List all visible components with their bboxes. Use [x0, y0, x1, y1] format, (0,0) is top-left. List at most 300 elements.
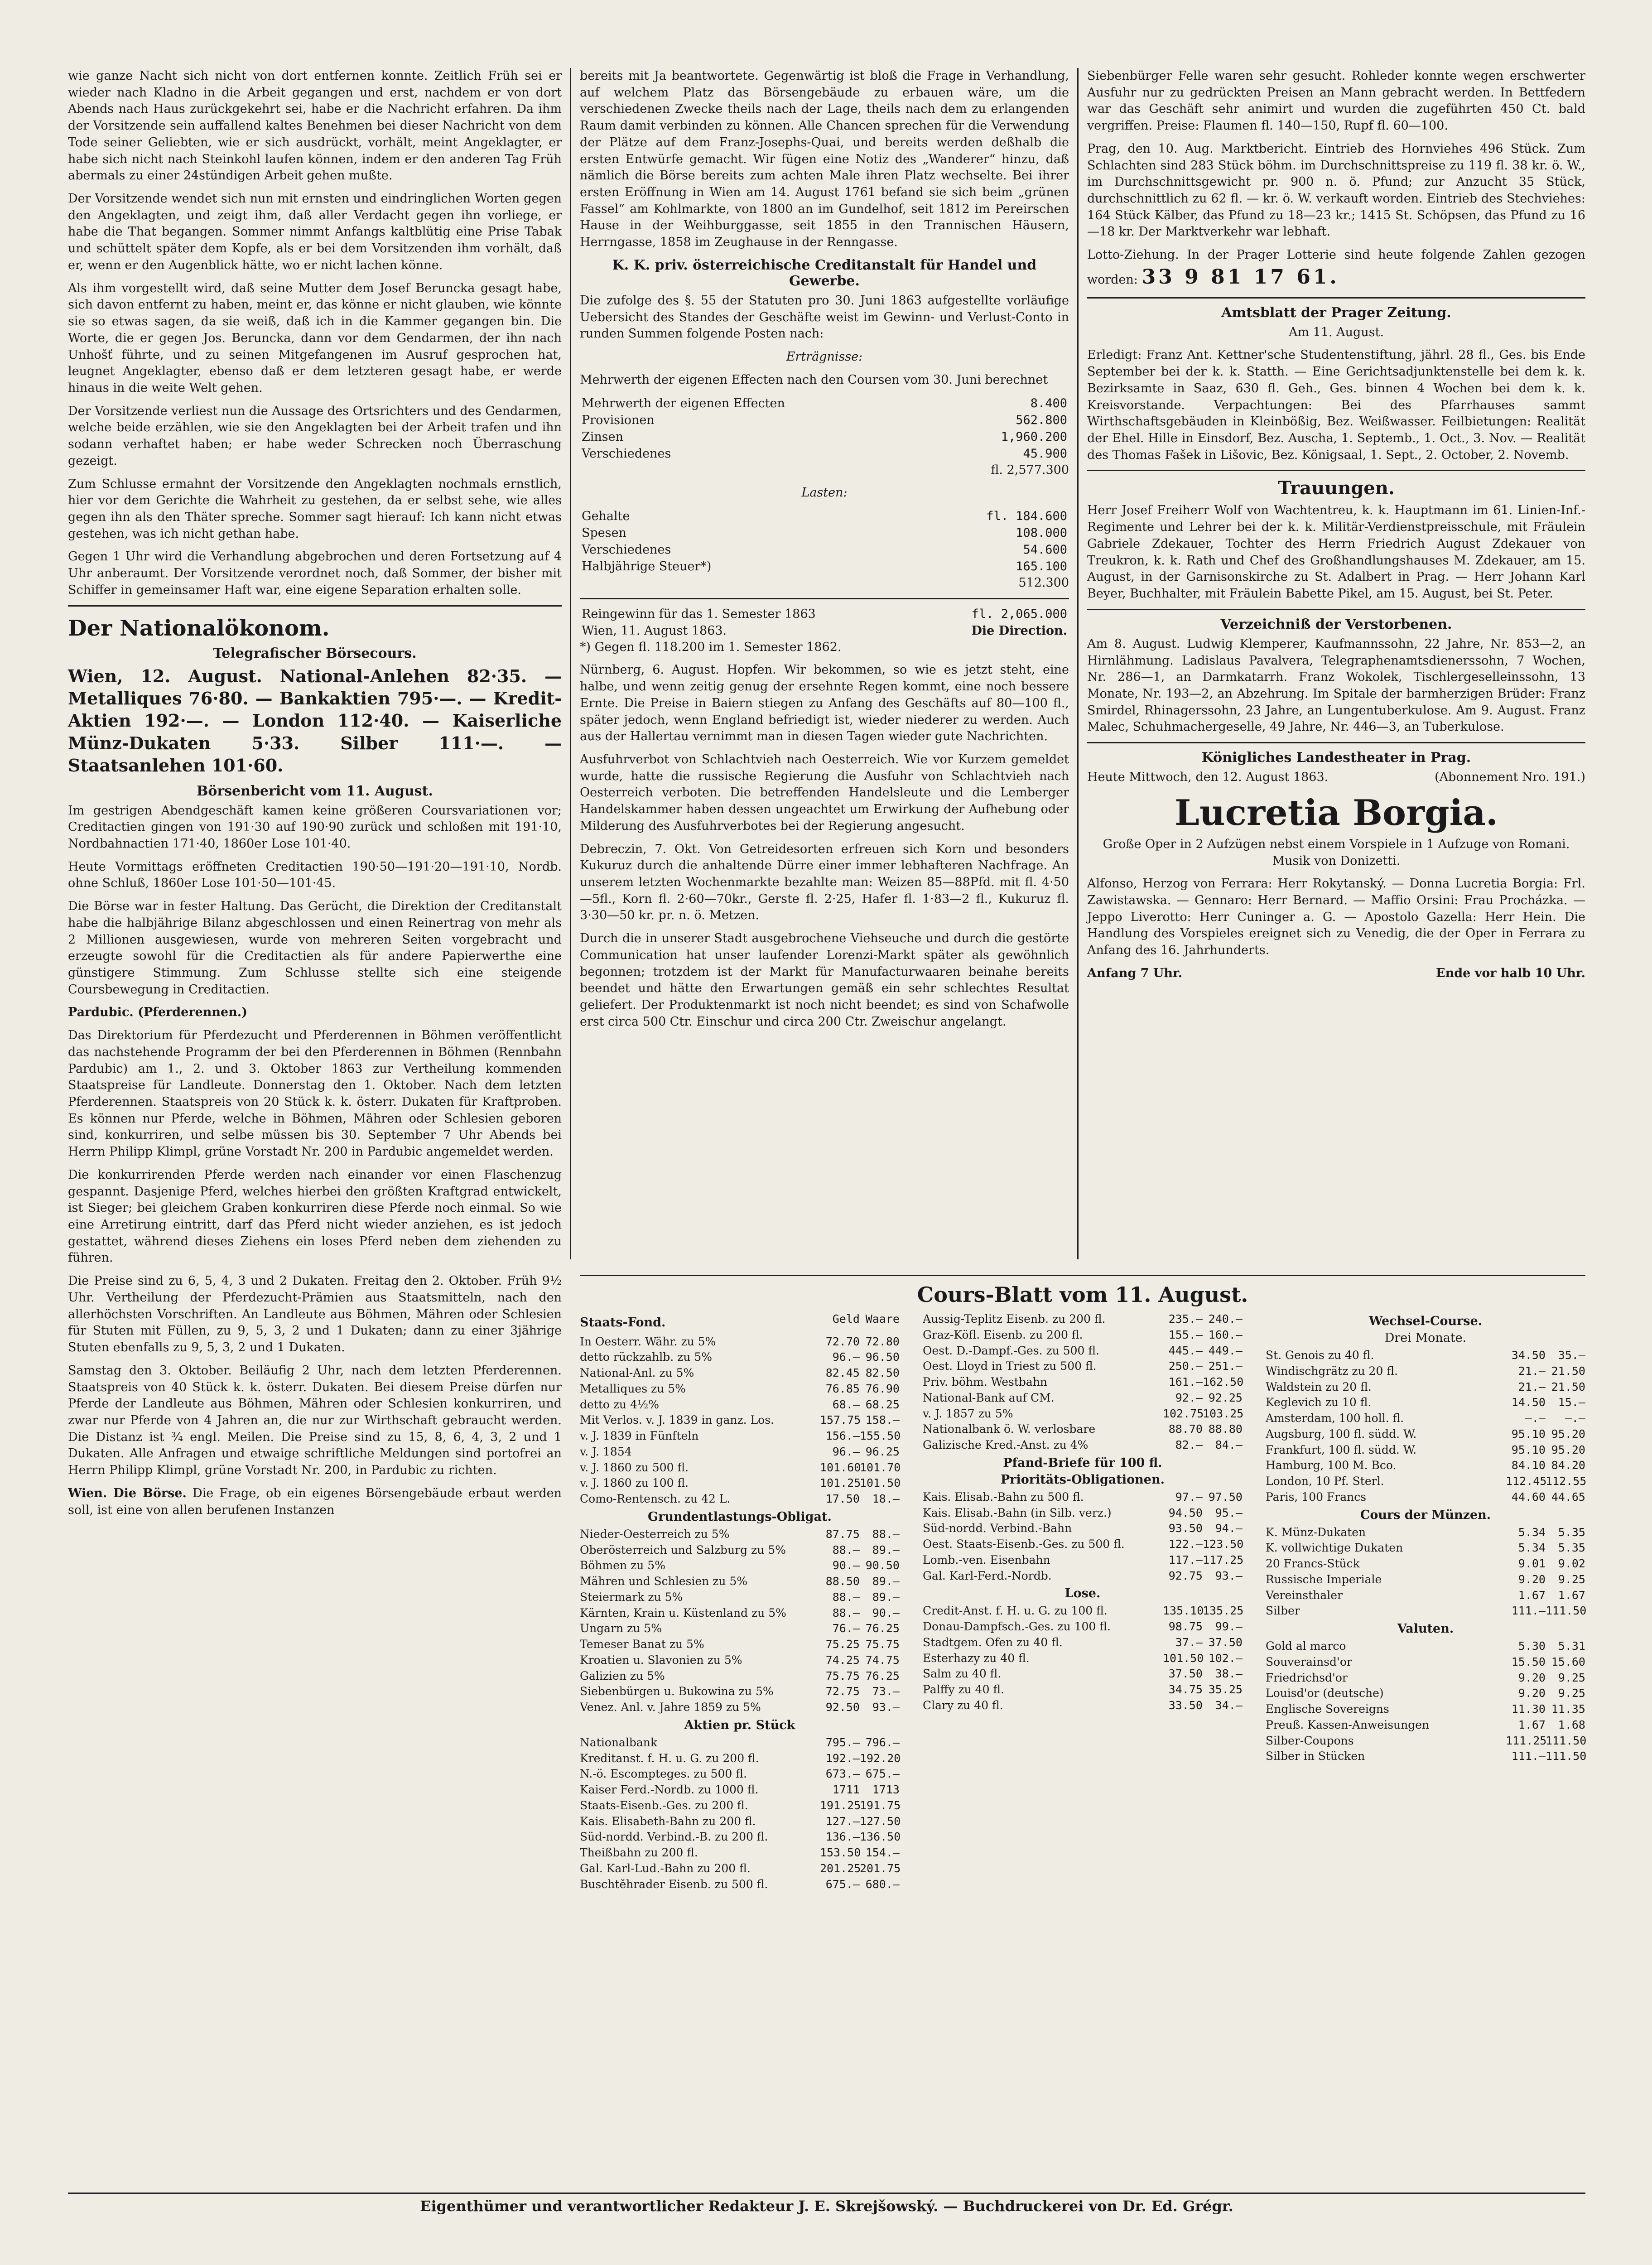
quote-geld: 201.25 — [819, 1861, 861, 1875]
quote-geld: 37.50 — [1168, 1667, 1203, 1681]
quote-waare: 18.— — [872, 1492, 900, 1506]
quote-name: Galizische Kred.-Anst. zu 4% — [923, 1438, 1088, 1451]
cours-blatt — [580, 1268, 1585, 2149]
quote-row — [580, 1653, 900, 1668]
quote-waare: 5.35 — [1558, 1525, 1585, 1539]
section-heading-economy: Der Nationalökonom. — [68, 615, 330, 641]
quote-geld: 112.45 — [1505, 1475, 1547, 1488]
quote-geld: 95.10 — [1511, 1443, 1546, 1456]
newspaper-page — [68, 68, 1587, 2215]
quote-name: Theißbahn zu 200 fl. — [580, 1846, 698, 1860]
quote-row — [580, 1444, 900, 1460]
divider — [580, 1275, 1585, 1276]
cours-subheading: Drei Monate. — [1384, 1331, 1467, 1345]
quote-waare: 38.— — [1215, 1667, 1243, 1681]
quote-name: Priv. böhm. Westbahn — [923, 1375, 1048, 1388]
ledger-label: Gehalte — [582, 509, 630, 523]
quote-geld: 5.34 — [1518, 1541, 1546, 1555]
quote-name: Silber in Stücken — [1266, 1749, 1365, 1763]
quote-row — [580, 1829, 900, 1845]
quote-geld: 94.50 — [1168, 1506, 1203, 1519]
quote-waare: 35.25 — [1208, 1683, 1243, 1696]
quote-waare: 93.— — [872, 1701, 900, 1714]
quote-waare: 92.25 — [1208, 1391, 1243, 1404]
quote-waare: 9.25 — [1558, 1572, 1585, 1586]
quote-waare: 76.25 — [865, 1622, 900, 1635]
quote-name: Oest. Staats-Eisenb.-Ges. zu 500 fl. — [923, 1537, 1125, 1551]
quote-geld: 34.75 — [1168, 1683, 1203, 1696]
quote-geld: 87.75 — [825, 1527, 860, 1541]
debreczin-report-2: Durch die in unserer Stadt ausgebrochene Viehseuche und durch die gestörte Communication hat unser laufender Lorenzi-Markt später als gewöhnlich begonnen; trotzdem ist der Markt für Manufacturwaaren beinahe bereits beendet und hätte den Erwartungen gemäß ein sehr schlechtes Resultat geliefert. Der Produktenmarkt ist noch nicht beendet; es sind von Schafwolle erst circa 500 Ctr. Einschur und circa 200 Ctr. Zweischur angelangt. — [580, 931, 1069, 1029]
quote-waare: 192.20 — [859, 1751, 901, 1765]
cours-subheading: Wechsel-Course. — [1368, 1314, 1483, 1328]
quote-row — [1266, 1525, 1585, 1541]
quote-geld: 88.— — [832, 1590, 860, 1604]
cours-subheading: Valuten. — [1397, 1622, 1454, 1636]
pardubic-report — [68, 1027, 562, 1479]
quote-waare: 90.50 — [865, 1559, 900, 1572]
quote-row — [580, 1460, 900, 1476]
quote-waare: 101.50 — [859, 1476, 901, 1490]
quote-row — [923, 1521, 1243, 1537]
quote-waare: 675.— — [865, 1767, 900, 1781]
court-paragraph: Als ihm vorgestellt wird, daß seine Mutter dem Josef Beruncka gesagt habe, sich davon entfernt zu haben, meint er, das könne er nicht glauben, wie könnte sie so etwas sagen, da sie weiß, daß ich in die Kammer gegangen bin. Die Worte, die er gegen Jos. Beruncka, dann vor dem Gendarmen, der ihn nach Unhošť führte, und zu seinen Mitgefangenen im Ausruf gesprochen hat, leugnet Angeklagter, ebenso daß er dem letzteren gesagt habe, er werde hinaus in die weite Welt gehen. — [68, 281, 562, 395]
quote-row — [923, 1568, 1243, 1584]
income-table — [580, 395, 1069, 462]
quote-waare: 76.90 — [865, 1382, 900, 1395]
quote-geld: 122.— — [1168, 1537, 1203, 1551]
ledger-label: Spesen — [582, 525, 626, 540]
ledger-value: 54.600 — [1023, 542, 1067, 557]
quote-name: In Oesterr. Währ. zu 5% — [580, 1335, 716, 1348]
quote-geld: 9.20 — [1518, 1572, 1546, 1586]
quote-row — [580, 1381, 900, 1397]
ertraegnisse-label: Erträgnisse: — [786, 350, 863, 364]
quote-geld: 72.70 — [825, 1335, 860, 1348]
quote-waare: 73.— — [872, 1685, 900, 1698]
quote-geld: 155.— — [1168, 1328, 1203, 1341]
quote-waare: 15.60 — [1551, 1655, 1585, 1668]
quote-name: Kärnten, Krain u. Küstenland zu 5% — [580, 1606, 786, 1619]
quote-waare: 1.68 — [1558, 1718, 1585, 1731]
quote-geld: 90.— — [832, 1559, 860, 1572]
quote-geld: 9.01 — [1518, 1557, 1546, 1570]
quote-name: v. J. 1857 zu 5% — [923, 1407, 1013, 1420]
theater-times: Anfang 7 Uhr. Ende vor halb 10 Uhr. — [1087, 966, 1585, 980]
quote-row — [580, 1861, 900, 1877]
quote-waare: 97.50 — [1208, 1490, 1243, 1504]
quote-name: National-Bank auf CM. — [923, 1391, 1055, 1404]
quote-name: Russische Imperiale — [1266, 1572, 1382, 1586]
pardubic-heading: Pardubic. (Pferderennen.) — [68, 1005, 247, 1020]
quote-waare: 90.— — [872, 1606, 900, 1619]
quote-geld: 88.— — [832, 1606, 860, 1619]
quote-name: N.-ö. Escompteges. zu 500 fl. — [580, 1767, 747, 1781]
quote-waare: 95.20 — [1551, 1427, 1585, 1441]
quote-name: Graz-Köfl. Eisenb. zu 200 fl. — [923, 1328, 1083, 1341]
quote-name: Preuß. Kassen-Anweisungen — [1266, 1718, 1430, 1731]
quote-waare: 9.02 — [1558, 1557, 1585, 1570]
imprint-footer: Eigenthümer und verantwortlicher Redakteur J. E. Skrejšowský. — Buchdruckerei von Dr. Ed. Grégr. — [68, 2193, 1585, 2215]
cours-title: Cours-Blatt vom 11. August. — [917, 1282, 1248, 1307]
quote-name: Steiermark zu 5% — [580, 1590, 683, 1604]
quote-name: Kaiser Ferd.-Nordb. zu 1000 fl. — [580, 1783, 759, 1797]
quote-geld: 235.— — [1168, 1312, 1203, 1325]
ledger-label: Halbjährige Steuer*) — [582, 559, 712, 573]
divider — [1087, 297, 1585, 299]
quote-row — [1266, 1670, 1585, 1686]
verstorbene-heading: Verzeichniß der Verstorbenen. — [1220, 616, 1452, 632]
quote-waare: 84.— — [1215, 1438, 1243, 1451]
lotto-numbers: 33 9 81 17 61. — [1141, 265, 1339, 289]
quote-waare: 158.— — [865, 1413, 900, 1427]
quote-waare: 72.80 — [865, 1335, 900, 1348]
court-paragraph: Der Vorsitzende verliest nun die Aussage des Ortsrichters und des Gendarmen, welche beide erzählen, wie sie den Angeklagten bei der Arbeit trafen und ihn sodann verhaftet haben; er habe weder Schrecken noch Überraschung gezeigt. — [68, 404, 562, 468]
quote-geld: —.— — [1525, 1412, 1546, 1425]
quote-geld: 95.10 — [1511, 1427, 1546, 1441]
quote-geld: 75.75 — [825, 1669, 860, 1682]
quote-row — [580, 1700, 900, 1716]
quote-name: Nationalbank ö. W. verlosbare — [923, 1422, 1096, 1436]
quote-row — [580, 1798, 900, 1814]
cours-subheading: Prioritäts-Obligationen. — [1001, 1472, 1165, 1487]
quote-geld: 76.— — [832, 1622, 860, 1635]
signature-date: Wien, 11. August 1863. — [582, 623, 727, 638]
quote-row — [580, 1877, 900, 1893]
mehrwerth-label: Mehrwerth der eigenen Effecten nach den Coursen vom 30. Juni berechnet — [580, 372, 1048, 387]
cours-column-a — [580, 1311, 900, 1892]
quote-waare: 82.50 — [865, 1366, 900, 1380]
quote-name: Vereinsthaler — [1266, 1588, 1343, 1602]
quote-geld: 9.20 — [1518, 1687, 1546, 1700]
net-table — [580, 606, 1069, 639]
ledger-value: 8.400 — [1030, 396, 1067, 410]
quote-name: 20 Francs-Stück — [1266, 1557, 1360, 1570]
divider — [1087, 609, 1585, 610]
ledger-row — [580, 445, 1069, 462]
court-paragraph: Zum Schlusse ermahnt der Vorsitzende den Angeklagten nochmals ernstlich, hier vor dem Gerichte die Wahrheit zu gestehen, da er selbst sehe, wie alles gegen ihn als den Thäter spreche. Sommer sagt hierauf: Ich kann nicht etwas gestehen, was ich nicht gethan habe. — [68, 477, 562, 541]
quote-geld: 127.— — [825, 1814, 860, 1828]
quote-name: Galizien zu 5% — [580, 1669, 665, 1682]
quote-waare: 135.25 — [1202, 1604, 1244, 1618]
quote-waare: 5.35 — [1558, 1541, 1585, 1555]
divider — [580, 598, 1069, 599]
pardubic-paragraph: Die konkurrirenden Pferde werden nach einander vor einen Flaschenzug gespannt. Dasjenige Pferd, welches hierbei den größten Kraftgrad entwickelt, ist Sieger; bei gleichem Graben konkurriren diese Pferde noch einmal. So wie eine Arretirung eintritt, darf das Pferd nicht wieder anziehen, es ist jedoch gestattet, während dieses Ziehens ein loses Pferd neben dem ziehenden zu führen. — [68, 1167, 562, 1265]
court-paragraph: Der Vorsitzende wendet sich nun mit ernsten und eindringlichen Worten gegen den Angeklagten, und zeigt ihm, daß aller Verdacht gegen ihn vorliege, er habe die That begangen. Sommer nimmt Anfangs kaltblütig eine Prise Tabak und schüttelt später dem Kopfe, als er bei dem Vorsitzenden ihm vorhält, daß er, wenn er den Augenblick hätte, wo er nicht lachen könne. — [68, 192, 562, 272]
ledger-value: fl. 184.600 — [986, 509, 1067, 523]
quote-name: Palffy zu 40 fl. — [923, 1683, 1005, 1696]
ledger-value: 562.800 — [1016, 413, 1067, 427]
quote-row — [580, 1334, 900, 1350]
quote-row — [923, 1406, 1243, 1422]
quote-name: Ungarn zu 5% — [580, 1622, 662, 1635]
quote-geld: 1711 — [832, 1783, 860, 1797]
quote-name: detto zu 4½% — [580, 1398, 659, 1411]
quote-row — [1266, 1556, 1585, 1572]
theater-title: Lucretia Borgia. — [1174, 792, 1498, 834]
quote-waare: 127.50 — [859, 1814, 901, 1828]
quote-waare: 95.20 — [1551, 1443, 1585, 1456]
net-label: Reingewinn für das 1. Semester 1863 — [582, 607, 816, 621]
quote-name: Süd-nordd. Verbind.-Bahn — [923, 1522, 1072, 1535]
column-divider — [570, 68, 571, 1259]
quote-waare: 44.65 — [1551, 1490, 1585, 1504]
borse-heading: Börsenbericht vom 11. August. — [197, 783, 433, 799]
creditanstalt-intro: Die zufolge des §. 55 der Statuten pro 30. Juni 1863 aufgestellte vorläufige Uebersicht des Standes der Geschäfte weist im Gewinn- und Verlust-Conto in runden Summen folgende Posten nach: — [580, 293, 1069, 341]
quote-geld: 97.— — [1175, 1490, 1203, 1504]
quote-name: v. J. 1860 zu 100 fl. — [580, 1476, 689, 1490]
quote-name: Clary zu 40 fl. — [923, 1698, 1003, 1712]
pardubic-paragraph: Die Preise sind zu 6, 5, 4, 3 und 2 Dukaten. Freitag den 2. Oktober. Früh 9½ Uhr. Vertheilung der Pferdezucht-Prämien aus Staatsmitteln, nach den allerhöchsten Vorschriften. An Landleute aus Böhmen, Mähren oder Schlesien für Stuten mit Füllen, zu 9, 5, 3, 2 und 1 Dukaten; dann zu einer 3jährige Stuten ebenfalls zu 9, 5, 3, 2 und 1 Dukaten. — [68, 1274, 562, 1355]
quote-geld: 102.75 — [1162, 1407, 1204, 1420]
quote-row — [1266, 1426, 1585, 1442]
quote-waare: 21.50 — [1551, 1380, 1585, 1393]
quote-row — [580, 1412, 900, 1428]
quote-row — [580, 1428, 900, 1444]
ledger-row — [580, 525, 1069, 541]
quote-waare: 117.25 — [1202, 1553, 1244, 1566]
quote-geld: 96.— — [832, 1445, 860, 1458]
quote-name: St. Genois zu 40 fl. — [1266, 1349, 1374, 1362]
quote-waare: 75.75 — [865, 1638, 900, 1651]
ledger-row — [580, 395, 1069, 412]
quote-row — [923, 1327, 1243, 1343]
amtsblatt-text: Erledigt: Franz Ant. Kettner'sche Studentenstiftung, jährl. 28 fl., Ges. bis Ende September bei der k. k. Statth. — Eine Gerichtsadjunktenstelle bei dem k. k. Bezirksamte in Saaz, 630 fl. Geh., Ges. binnen 4 Wochen bei dem k. k. Kreisvorstande. Verpachtungen: Bei des Pfarrhauses sammt Wirthschaftsgebäuden in Kleinbößig, Bez. Weißwasser. Feilbietungen: Realität der Ehel. Hille in Einsdorf, Bez. Auscha, 1. Septemb., 1. Oct., 3. Nov. — Realität des Thomas Fašek in Lišovic, Bez. Königsaal, 1. Sept., 2. October, 2. Novemb. — [1087, 348, 1585, 462]
quote-name: Donau-Dampfsch.-Ges. zu 100 fl. — [923, 1620, 1111, 1633]
quote-geld: 101.50 — [1162, 1651, 1204, 1665]
quote-waare: 449.— — [1208, 1344, 1243, 1357]
quote-waare: 21.50 — [1551, 1364, 1585, 1378]
ausfuhr-report: Ausfuhrverbot von Schlachtvieh nach Oesterreich. Wie vor Kurzem gemeldet wurde, hatte die russische Regierung die Ausfuhr von Schlachtvieh nach Oesterreich verboten. Die betreffenden Handelsleute und die Lemberger Handelskammer haben dessen ungeachtet um Erwirkung der Aufhebung oder Milderung des Ausfuhrverbotes bei der Regierung angesucht. — [580, 752, 1069, 833]
quote-name: Oest. Lloyd in Triest zu 500 fl. — [923, 1359, 1097, 1373]
quote-geld: 795.— — [825, 1735, 860, 1749]
quote-row — [1266, 1639, 1585, 1654]
quote-row — [923, 1635, 1243, 1651]
quote-geld: 5.30 — [1518, 1639, 1546, 1653]
wien-borse: Wien. Die Börse. Die Frage, ob ein eigenes Börsengebäude erbaut werden soll, ist eine von allen berufenen Instanzen — [68, 1486, 562, 1517]
quote-row — [923, 1489, 1243, 1505]
quote-geld: 15.50 — [1511, 1655, 1546, 1668]
quote-geld: 1.67 — [1518, 1718, 1546, 1731]
quote-waare: 99.— — [1215, 1620, 1243, 1633]
quote-name: Silber — [1266, 1604, 1300, 1618]
quote-name: National-Anl. zu 5% — [580, 1366, 694, 1380]
quote-geld: 117.— — [1168, 1553, 1203, 1566]
quote-row — [1266, 1749, 1585, 1764]
divider — [1087, 470, 1585, 471]
quote-row — [1266, 1540, 1585, 1556]
ledger-label: Mehrwerth der eigenen Effecten — [582, 396, 785, 410]
quote-row — [923, 1537, 1243, 1552]
quote-row — [1266, 1717, 1585, 1733]
quote-waare: 96.25 — [865, 1445, 900, 1458]
theater-cast: Alfonso, Herzog von Ferrara: Herr Rokytanský. — Donna Lucretia Borgia: Frl. Zawistawska. — Gennaro: Herr Bernard. — Maffio Orsini: Frau Procházka. — Jeppo Liverotto: Herr Cuninger a. G. — Apostolo Gazella: Herr Hein. Die Handlung des Vorspieles ereignet sich zu Venedig, die der Oper in Ferrara zu Anfang des 16. Jahrhunderts. — [1087, 877, 1585, 958]
ledger-label: Zinsen — [582, 429, 624, 444]
quote-name: Gal. Karl-Ferd.-Nordb. — [923, 1569, 1052, 1582]
divider — [68, 605, 562, 607]
quote-waare: 154.— — [865, 1846, 900, 1860]
quote-row — [580, 1574, 900, 1590]
quote-name: Oest. D.-Dampf.-Ges. zu 500 fl. — [923, 1344, 1100, 1357]
quote-name: Kais. Elisab.-Bahn zu 500 fl. — [923, 1490, 1084, 1504]
theater-subtitle: Große Oper in 2 Aufzügen nebst einem Vorspiele in 1 Aufzuge von Romani. Musik von Donizetti. — [1103, 837, 1570, 868]
quote-name: Siebenbürgen u. Bukowina zu 5% — [580, 1685, 774, 1698]
borse-report — [68, 803, 562, 998]
quote-geld: 33.50 — [1168, 1698, 1203, 1712]
ledger-row — [580, 541, 1069, 558]
pardubic-paragraph: Samstag den 3. Oktober. Beiläufig 2 Uhr, nach dem letzten Pferderennen. Staatspreis von 40 Stück k. k. österr. Dukaten. Bei diesem Preise dürfen nur Pferde der Landleute aus Böhmen, Mähren oder Schlesien konkurriren, und zwar nur Pferde von 4 Jahren an, die nur zur Wirthschaft gebraucht werden. Die Distanz ist ¾ engl. Meilen. Die Preise sind zu 15, 8, 6, 4, 3, 2 und 1 Dukaten. Alle Anfragen und etwaige schriftliche Meldungen sind portofrei an Herrn Philipp Klimpl, grüne Vorstadt Nr. 200, in Pardubic zu richten. — [68, 1363, 562, 1478]
quote-geld: 111.— — [1511, 1604, 1546, 1618]
quote-name: Böhmen zu 5% — [580, 1559, 665, 1572]
quote-name: Souverainsd'or — [1266, 1655, 1352, 1668]
quote-row — [580, 1814, 900, 1830]
quote-waare: —.— — [1565, 1412, 1585, 1425]
borse-paragraph: Heute Vormittags eröffneten Creditactien 190·50—191·20—191·10, Nordb. ohne Schluß, 1860er Lose 101·50—101·45. — [68, 859, 562, 891]
quote-geld: 111.— — [1511, 1749, 1546, 1763]
quote-geld: 101.60 — [819, 1460, 861, 1474]
quote-name: Aussig-Teplitz Eisenb. zu 200 fl. — [923, 1312, 1106, 1325]
trauungen-heading: Trauungen. — [1278, 477, 1395, 499]
quote-waare: 160.— — [1208, 1328, 1243, 1341]
footnote: *) Gegen fl. 118.200 im 1. Semester 1862. — [580, 640, 842, 654]
quote-geld: 673.— — [825, 1767, 860, 1781]
cost-total: 512.300 — [1018, 575, 1069, 590]
quote-name: Silber-Coupons — [1266, 1734, 1354, 1747]
quote-geld: 192.— — [825, 1751, 860, 1765]
ledger-value: 165.100 — [1016, 559, 1067, 573]
quote-geld: 250.— — [1168, 1359, 1203, 1373]
ledger-row — [580, 429, 1069, 445]
quote-waare: 111.50 — [1545, 1749, 1587, 1763]
signature: Die Direction. — [971, 623, 1067, 638]
quote-geld: 14.50 — [1511, 1396, 1546, 1409]
quote-waare: 101.70 — [859, 1460, 901, 1474]
quote-row — [580, 1475, 900, 1491]
quote-geld: 21.— — [1518, 1364, 1546, 1378]
quote-waare: 251.— — [1208, 1359, 1243, 1373]
quote-geld: 161.— — [1168, 1375, 1203, 1388]
quote-waare: 84.20 — [1551, 1459, 1585, 1472]
cours-subheading: Grundentlastungs-Obligat. — [648, 1509, 832, 1524]
quote-row — [580, 1365, 900, 1381]
quote-waare: 5.31 — [1558, 1639, 1585, 1653]
quote-name: Metalliques zu 5% — [580, 1382, 686, 1395]
quote-row — [1266, 1364, 1585, 1379]
ledger-label: Verschiedenes — [582, 446, 671, 461]
debreczin-report: Debreczin, 7. Okt. Von Getreidesorten erfreuen sich Korn und besonders Kukuruz durch die anhaltende Dürre einer immer lebhafteren Nachfrage. An unserem letzten Wochenmarkte bezahlte man: Weizen 85—88Pfd. mit fl. 4·50—5fl., Korn fl. 2·60—70kr., Gerste fl. 2·25, Hafer fl. 1·83—2 fl., Kukuruz fl. 3·30—50 kr. pr. n. ö. Metzen. — [580, 842, 1069, 923]
quote-name: Friedrichsd'or — [1266, 1671, 1348, 1684]
quote-waare: 191.75 — [859, 1798, 901, 1812]
quote-row — [1266, 1686, 1585, 1701]
quote-geld: 92.50 — [825, 1701, 860, 1714]
quote-row — [923, 1619, 1243, 1635]
nurnberg-report: Nürnberg, 6. August. Hopfen. Wir bekommen, so wie es jetzt steht, eine halbe, und wenn zeitig genug der ersehnte Regen kommt, eine noch bessere Ernte. Die Preise in Baiern stiegen zu Anfang des Geschäfts auf 80—100 fl., später jedoch, wenn England befriedigt ist, wieder niederer zu werden. Auch aus der Hallertau vernimmt man in diesen Tagen wieder gute Nachrichten. — [580, 663, 1069, 744]
quote-name: Kroatien u. Slavonien zu 5% — [580, 1653, 742, 1667]
quote-row — [923, 1505, 1243, 1521]
quote-name: Venez. Anl. v. Jahre 1859 zu 5% — [580, 1701, 761, 1714]
quote-row — [1266, 1474, 1585, 1489]
quote-geld: 88.50 — [825, 1575, 860, 1588]
quote-geld: 98.75 — [1168, 1620, 1203, 1633]
quote-name: Englische Sovereigns — [1266, 1702, 1389, 1716]
quote-geld: 21.— — [1518, 1380, 1546, 1393]
quote-geld: 1.67 — [1518, 1588, 1546, 1602]
quote-name: Buschtěhrader Eisenb. zu 500 fl. — [580, 1877, 768, 1891]
column-left — [68, 68, 562, 1525]
quote-name: Oberösterreich und Salzburg zu 5% — [580, 1543, 786, 1557]
quote-waare: 111.50 — [1545, 1604, 1587, 1618]
lasten-label: Lasten: — [801, 486, 848, 500]
quote-geld: 11.30 — [1511, 1702, 1546, 1716]
quote-geld: 92.75 — [1168, 1569, 1203, 1582]
quote-name: Nieder-Oesterreich zu 5% — [580, 1527, 730, 1541]
theater-date: Heute Mittwoch, den 12. August 1863. (Abonnement Nro. 191.) — [1087, 770, 1585, 785]
quote-waare: 88.— — [872, 1527, 900, 1541]
market-continued: Siebenbürger Felle waren sehr gesucht. Rohleder konnte wegen erschwerter Ausfuhr nur zu gedrückten Preisen an Mann gebracht werden. In Bettfedern war das Geschäft sehr animirt und wurden die zugeführten 450 Ct. bald vergriffen. Preise: Flaumen fl. 140—150, Rupf fl. 60—100. — [1087, 69, 1585, 133]
quote-waare: 94.— — [1215, 1522, 1243, 1535]
quote-waare: 201.75 — [859, 1861, 901, 1875]
quote-row — [580, 1684, 900, 1700]
quote-row — [580, 1782, 900, 1798]
quote-row — [923, 1552, 1243, 1568]
quote-name: Credit-Anst. f. H. u. G. zu 100 fl. — [923, 1604, 1108, 1618]
quote-geld: 93.50 — [1168, 1522, 1203, 1535]
court-paragraph: Gegen 1 Uhr wird die Verhandlung abgebrochen und deren Fortsetzung auf 4 Uhr anberaumt. Der Vorsitzende verordnet noch, daß Sommer, der bisher mit Schiffer in gemeinsamer Haft war, eine eigene Separation erhalten solle. — [68, 549, 562, 597]
quote-name: detto rückzahlb. zu 5% — [580, 1350, 713, 1364]
quote-row — [1266, 1458, 1585, 1474]
trauungen-text: Herr Josef Freiherr Wolf von Wachtentreu, k. k. Hauptmann im 61. Linien-Inf.-Regimente und Lehrer bei der k. k. Militär-Verdienstpreisschule, mit Fräulein Gabriele Zdekauer, Tochter des Herrn Friedrich August Zdekauer von Treukron, k. k. Rath und Chef des Großhandlungshauses M. Zdekauer, am 15. August, in der Garnisonskirche zu St. Adalbert in Prag. — Herr Johann Karl Beyer, Buchhalter, mit Fräulein Babette Pikel, am 15. August, bei St. Peter. — [1087, 503, 1585, 601]
pardubic-paragraph: Das Direktorium für Pferdezucht und Pferderennen in Böhmen veröffentlicht das nachstehende Programm der bei den Pferderennen in Böhmen (Rennbahn Pardubic) am 1., 2. und 3. Oktober 1863 zur Vertheilung kommenden Staatspreise für Landleute. Donnerstag den 1. Oktober. Nach dem letzten Pferderennen. Staatspreis von 20 Stück k. k. österr. Dukaten für Kraftproben. Es können nur Pferde, welche in Böhmen, Mähren oder Schlesien geboren sind, konkurriren, und selbe müssen bis 30. September 7 Uhr Abends bei Herrn Philipp Klimpl, grüne Vorstadt Nr. 200 in Pardubic angemeldet werden. — [68, 1028, 562, 1159]
quote-name: Gal. Karl-Lud.-Bahn zu 200 fl. — [580, 1861, 751, 1875]
quote-waare: 89.— — [872, 1590, 900, 1604]
quote-geld: 75.25 — [825, 1638, 860, 1651]
borse-paragraph: Die Börse war in fester Haltung. Das Gerücht, die Direktion der Creditanstalt habe die halbjährige Bilanz abgeschlossen und einen Reinertrag von mehr als 2 Millionen ausgewiesen, wurde von mehreren Seiten vorgebracht und erzeugte sowohl für die Creditactien als für andere Papierwerthe eine günstigere Stimmung. Zum Schlusse stellte sich eine steigende Coursbewegung in Creditactien. — [68, 899, 562, 997]
quote-waare: 111.50 — [1545, 1734, 1587, 1747]
quote-geld: 34.50 — [1511, 1349, 1546, 1362]
quote-waare: 1.67 — [1558, 1588, 1585, 1602]
quote-row — [1266, 1701, 1585, 1717]
quote-geld: 44.60 — [1511, 1490, 1546, 1504]
theater-heading: Königliches Landestheater in Prag. — [1201, 750, 1471, 766]
telegraph-heading: Telegrafischer Börsecours. — [213, 645, 417, 661]
quote-row — [580, 1397, 900, 1413]
quote-geld: 17.50 — [825, 1492, 860, 1506]
quote-waare: 680.— — [865, 1877, 900, 1891]
column-right — [1087, 68, 1585, 988]
quote-waare: 89.— — [872, 1543, 900, 1557]
quote-name: Louisd'or (deutsche) — [1266, 1687, 1384, 1700]
quote-name: K. vollwichtige Dukaten — [1266, 1541, 1403, 1555]
quote-waare: 37.50 — [1208, 1635, 1243, 1649]
quote-geld: 74.25 — [825, 1653, 860, 1667]
amtsblatt-date: Am 11. August. — [1288, 325, 1384, 339]
quote-row — [1266, 1489, 1585, 1505]
quote-row — [1266, 1733, 1585, 1749]
quote-waare: 162.50 — [1202, 1375, 1244, 1388]
quote-row — [923, 1698, 1243, 1714]
quote-row — [1266, 1348, 1585, 1364]
quote-row — [580, 1637, 900, 1653]
quote-row — [1266, 1603, 1585, 1619]
quote-row — [580, 1558, 900, 1574]
cours-header: Staats-Fond. Geld Waare — [580, 1312, 900, 1330]
quote-name: Amsterdam, 100 holl. fl. — [1266, 1412, 1404, 1425]
quote-row — [580, 1668, 900, 1684]
verstorbene-text: Am 8. August. Ludwig Klemperer, Kaufmannssohn, 22 Jahre, Nr. 853—2, an Hirnlähmung. Ladislaus Pavalvera, Telegraphenamtsdienerssohn, 7 Wochen, Nr. 286—1, an Darmkatarrh. Franz Wokolek, Tischlergeselleinssohn, 13 Monate, Nr. 193—2, an Abzehrung. Im Spitale der barmherzigen Brüder: Franz Smirdel, Rhinagerssohn, 23 Jahre, an Lungentuberkulose. Am 9. August. Franz Malec, Schuhmachergeselle, 49 Jahre, Nr. 446—3, an Tuberkulose. — [1087, 636, 1585, 734]
quote-name: Augsburg, 100 fl. südd. W. — [1266, 1427, 1417, 1441]
quote-row — [580, 1527, 900, 1542]
quote-row — [1266, 1379, 1585, 1395]
